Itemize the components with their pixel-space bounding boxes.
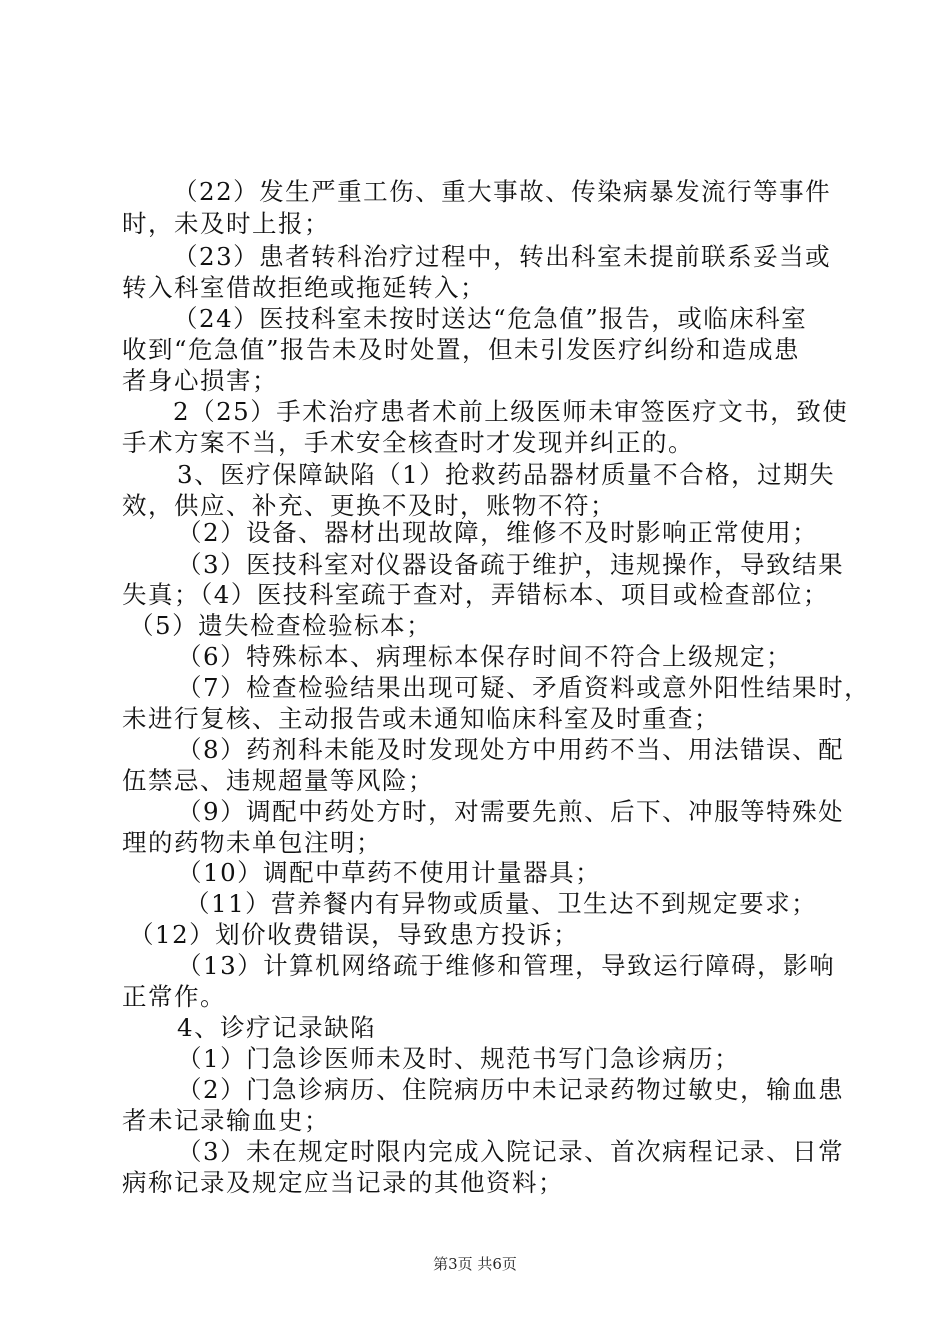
text-line: （6）特殊标本、病理标本保存时间不符合上级规定； [177,642,793,671]
text-line: 4、诊疗记录缺陷 [177,1013,377,1042]
text-line: （5）遗失检查检验标本； [129,611,433,640]
text-line: 正常作。 [122,982,226,1011]
text-line: 伍禁忌、违规超量等风险； [122,766,434,795]
text-line: 病称记录及规定应当记录的其他资料； [122,1168,564,1197]
text-line: （13）计算机网络疏于维修和管理，导致运行障碍，影响 [177,951,836,980]
text-line: （2）门急诊病历、住院病历中未记录药物过敏史，输血患 [177,1075,845,1104]
text-line: （9）调配中药处方时，对需要先煎、后下、冲服等特殊处 [177,797,845,826]
text-line: （3）医技科室对仪器设备疏于维护，违规操作，导致结果 [177,550,845,579]
text-line: 手术方案不当，手术安全核查时才发现并纠正的。 [122,428,694,457]
text-line: 效，供应、补充、更换不及时，账物不符； [122,491,616,520]
page-footer: 第3页 共6页 [433,1255,517,1273]
text-line: 者未记录输血史； [122,1106,330,1135]
text-line: 2（25）手术治疗患者术前上级医师未审签医疗文书，致使 [173,397,849,426]
text-line: （1）门急诊医师未及时、规范书写门急诊病历； [177,1044,741,1073]
text-line: 者身心损害； [122,366,278,395]
text-line: 转入科室借故拒绝或拖延转入； [122,273,486,302]
text-line: 理的药物未单包注明； [122,828,382,857]
text-line: （23）患者转科治疗过程中，转出科室未提前联系妥当或 [173,242,832,271]
text-line: （3）未在规定时限内完成入院记录、首次病程记录、日常 [177,1137,845,1166]
text-line: 收到“危急值”报告未及时处置，但未引发医疗纠纷和造成患 [122,335,801,364]
text-line: （24）医技科室未按时送达“危急值”报告，或临床科室 [173,304,808,333]
text-line: （2）设备、器材出现故障，维修不及时影响正常使用； [177,518,819,547]
text-line: （7）检查检验结果出现可疑、矛盾资料或意外阳性结果时， [177,673,871,702]
text-line: （11）营养餐内有异物或质量、卫生达不到规定要求； [185,889,818,918]
text-line: （10）调配中草药不使用计量器具； [177,858,602,887]
text-line: （12）划价收费错误，导致患方投诉； [129,920,580,949]
text-line: 未进行复核、主动报告或未通知临床科室及时重查； [122,704,720,733]
text-line: 3、医疗保障缺陷（1）抢救药品器材质量不合格，过期失 [177,460,836,489]
text-line: （22）发生严重工伤、重大事故、传染病暴发流行等事件 [173,177,832,206]
text-line: 时，未及时上报； [122,209,330,238]
text-line: 失真；（4）医技科室疏于查对，弄错标本、项目或检查部位； [122,580,829,609]
text-line: （8）药剂科未能及时发现处方中用药不当、用法错误、配 [177,735,845,764]
